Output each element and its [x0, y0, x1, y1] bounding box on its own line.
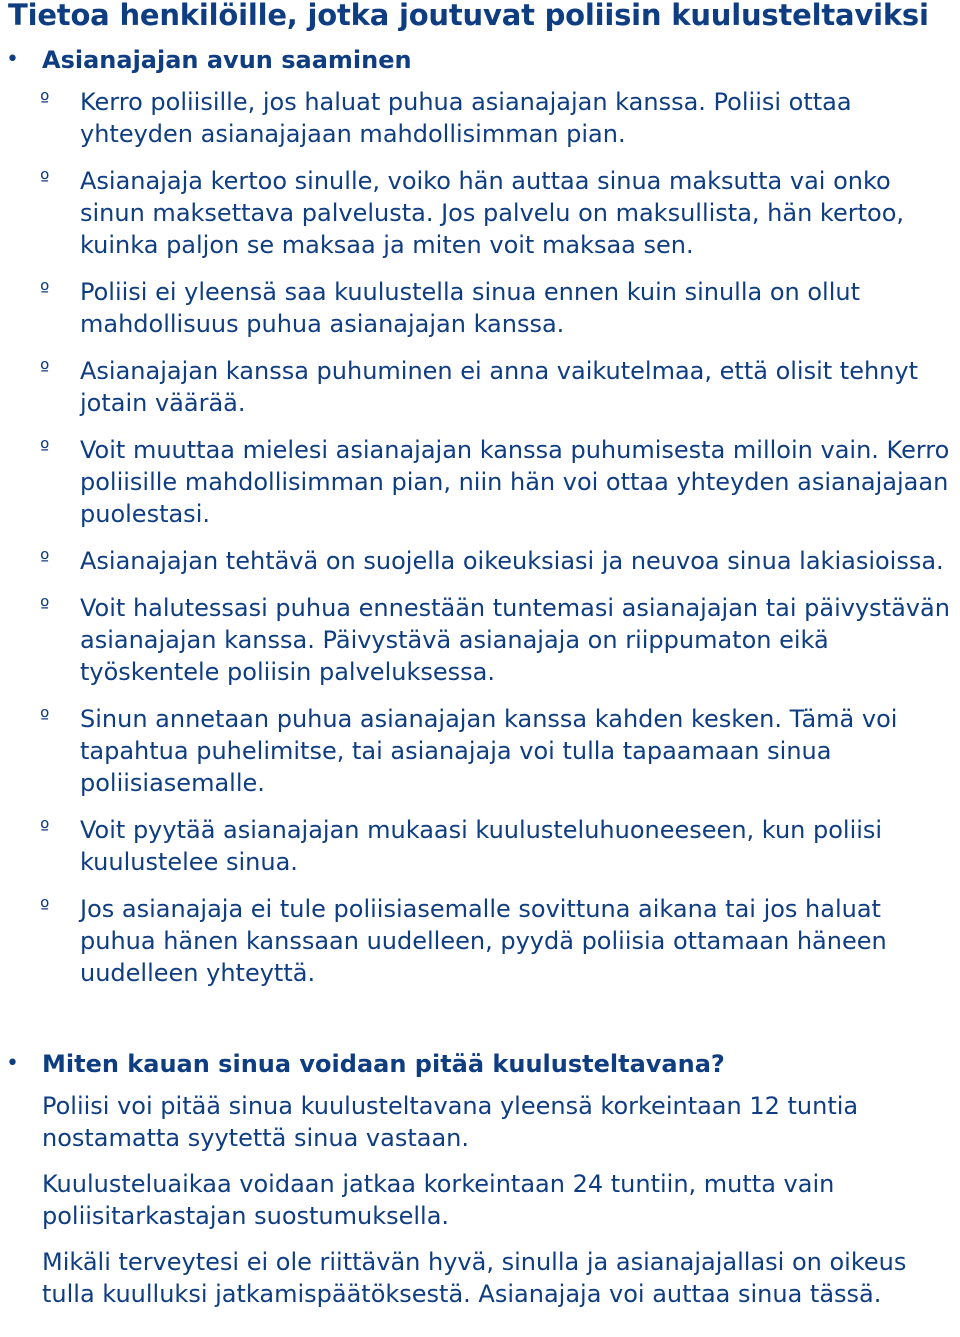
- list-item-text: Asianajajan kanssa puhuminen ei anna vaikutelmaa, että olisit tehnyt jotain väärää.: [80, 357, 919, 417]
- paragraph: Kuulusteluaikaa voidaan jatkaa korkeintaan 24 tuntiin, mutta vain poliisitarkastajan suostumuksella.: [42, 1170, 835, 1230]
- list-item: [0, 703, 960, 799]
- sub-bullet-icon: º: [40, 167, 50, 191]
- list-item-text: Kerro poliisille, jos haluat puhua asianajajan kanssa. Poliisi ottaa yhteyden asianajajaan mahdollisimman pian.: [80, 88, 852, 148]
- sub-bullet-icon: º: [40, 816, 50, 840]
- list-item-text: Asianajaja kertoo sinulle, voiko hän auttaa sinua maksutta vai onko sinun maksettava palvelusta. Jos palvelu on maksullista, hän kertoo, kuinka paljon se maksaa ja miten voit maksaa sen.: [80, 167, 905, 259]
- page-title: Tietoa henkilöille, jotka joutuvat poliisin kuulusteltaviksi: [8, 0, 929, 32]
- list-item-text: Voit halutessasi puhua ennestään tuntemasi asianajajan tai päivystävän asianajajan kanssa. Päivystävä asianajaja on riippumaton eikä työskentele poliisin palveluksessa.: [80, 594, 950, 686]
- sub-bullet-icon: º: [40, 895, 50, 919]
- bullet-icon: •: [6, 47, 19, 72]
- sub-bullet-icon: º: [40, 88, 50, 112]
- list-item-text: Jos asianajaja ei tule poliisiasemalle sovittuna aikana tai jos haluat puhua hänen kanssaan uudelleen, pyydä poliisia ottamaan häneen uudelleen yhteyttä.: [80, 895, 887, 987]
- sub-bullet-icon: º: [40, 547, 50, 571]
- paragraph-list: [42, 1090, 952, 1324]
- list-item: [0, 545, 960, 577]
- list-item: [0, 276, 960, 340]
- list-item: [0, 86, 960, 150]
- list-item: [0, 893, 960, 989]
- list-item-text: Asianajajan tehtävä on suojella oikeuksiasi ja neuvoa sinua lakiasioissa.: [80, 547, 944, 575]
- sub-bullet-list: [0, 86, 960, 1004]
- list-item: [0, 814, 960, 878]
- list-item-text: Voit muuttaa mielesi asianajajan kanssa puhumisesta milloin vain. Kerro poliisille mahdollisimman pian, niin hän voi ottaa yhteyden asianajajaan puolestasi.: [80, 436, 950, 528]
- sub-bullet-icon: º: [40, 436, 50, 460]
- section-heading: Asianajajan avun saaminen: [42, 46, 412, 74]
- list-item: [0, 355, 960, 419]
- list-item: [0, 434, 960, 530]
- sub-bullet-icon: º: [40, 705, 50, 729]
- sub-bullet-icon: º: [40, 357, 50, 381]
- paragraph: Mikäli terveytesi ei ole riittävän hyvä, sinulla ja asianajajallasi on oikeus tulla kuulluksi jatkamispäätöksestä. Asianajaja voi auttaa sinua tässä.: [42, 1248, 907, 1308]
- list-item: [0, 165, 960, 261]
- sub-bullet-icon: º: [40, 278, 50, 302]
- paragraph: Poliisi voi pitää sinua kuulusteltavana yleensä korkeintaan 12 tuntia nostamatta syytettä sinua vastaan.: [42, 1092, 859, 1152]
- list-item-text: Poliisi ei yleensä saa kuulustella sinua ennen kuin sinulla on ollut mahdollisuus puhua asianajajan kanssa.: [80, 278, 861, 338]
- list-item: [0, 592, 960, 688]
- list-item-text: Voit pyytää asianajajan mukaasi kuulusteluhuoneeseen, kun poliisi kuulustelee sinua.: [80, 816, 883, 876]
- list-item-text: Sinun annetaan puhua asianajajan kanssa kahden kesken. Tämä voi tapahtua puhelimitse, tai asianajaja voi tulla tapaamaan sinua poliisiasemalle.: [80, 705, 898, 797]
- sub-bullet-icon: º: [40, 594, 50, 618]
- bullet-icon: •: [6, 1051, 19, 1076]
- section-heading: Miten kauan sinua voidaan pitää kuulusteltavana?: [42, 1050, 725, 1078]
